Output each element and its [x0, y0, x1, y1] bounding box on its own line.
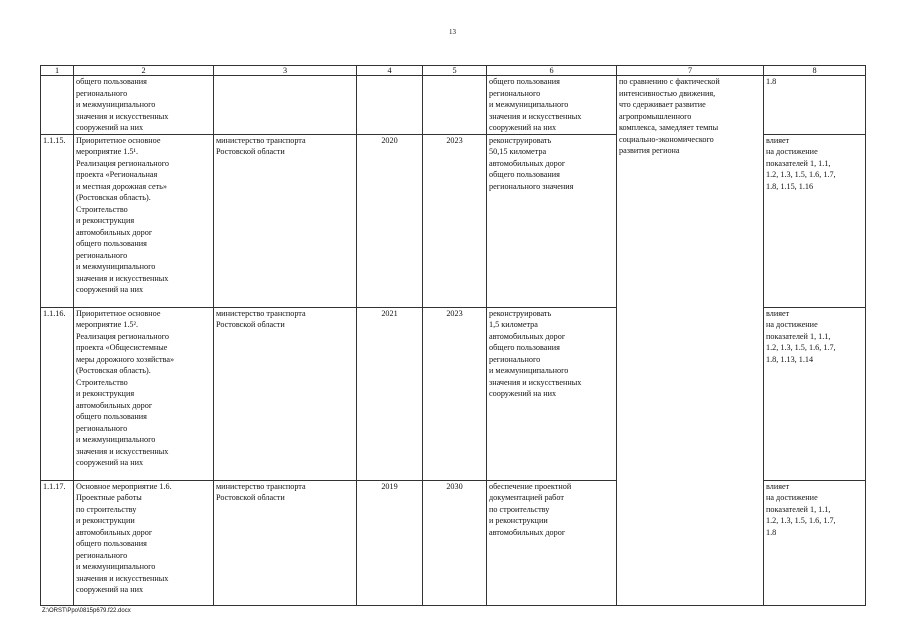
- document-path-footer: Z:\ORST\Ppo\0815p679.f22.docx: [42, 608, 131, 614]
- row-number: 1.1.15.: [41, 134, 74, 307]
- row-description: Основное мероприятие 1.6. Проектные работы по строительству и реконструкции автомобильных дорог общего пользования регионального и межмуниципального значения и искусственных сооружений на них: [74, 480, 214, 605]
- cont-link: 1.8: [764, 76, 866, 135]
- page-number: 13: [449, 28, 456, 36]
- header-col-3: 3: [214, 66, 357, 76]
- row-executor: министерство транспорта Ростовской области: [214, 134, 357, 307]
- row-number: 1.1.16.: [41, 307, 74, 480]
- cont-start: [357, 76, 423, 135]
- header-col-6: 6: [487, 66, 617, 76]
- row-end-year: 2023: [423, 307, 487, 480]
- header-col-8: 8: [764, 66, 866, 76]
- continuation-row: [41, 76, 866, 135]
- row-executor: министерство транспорта Ростовской области: [214, 307, 357, 480]
- cont-num-cell: [41, 76, 74, 135]
- row-indicator-link: влияет на достижение показателей 1, 1.1, 1.2, 1.3, 1.5, 1.6, 1.7, 1.8, 1.13, 1.14: [764, 307, 866, 480]
- header-col-1: 1: [41, 66, 74, 76]
- row-indicator-link: влияет на достижение показателей 1, 1.1, 1.2, 1.3, 1.5, 1.6, 1.7, 1.8, 1.15, 1.16: [764, 134, 866, 307]
- consequences-cell: по сравнению с фактической интенсивностью движения, что сдерживает развитие агропромышленного комплекса, замедляет темпы социально-экономического развития региона: [617, 76, 764, 606]
- cont-end: [423, 76, 487, 135]
- header-row: [41, 66, 866, 76]
- row-expected-result: реконструировать 1,5 километра автомобильных дорог общего пользования регионального и межмуниципального значения и искусственных сооружений на них: [487, 307, 617, 480]
- row-description: Приоритетное основное мероприятие 1.5¹. Реализация регионального проекта «Региональная и местная дорожная сеть» (Ростовская область). Строительство и реконструкция автомобильных дорог общего пользования регионального и межмуниципального значения и искусственных сооружений на них: [74, 134, 214, 307]
- row-expected-result: реконструировать 50,15 километра автомобильных дорог общего пользования регионального значения: [487, 134, 617, 307]
- program-table: [40, 65, 866, 606]
- header-col-5: 5: [423, 66, 487, 76]
- cont-executor: [214, 76, 357, 135]
- cont-description: общего пользования регионального и межмуниципального значения и искусственных сооружений на них: [74, 76, 214, 135]
- row-start-year: 2019: [357, 480, 423, 605]
- row-expected-result: обеспечение проектной документацией работ по строительству и реконструкции автомобильных дорог: [487, 480, 617, 605]
- row-start-year: 2021: [357, 307, 423, 480]
- header-col-2: 2: [74, 66, 214, 76]
- row-end-year: 2023: [423, 134, 487, 307]
- row-start-year: 2020: [357, 134, 423, 307]
- row-description: Приоритетное основное мероприятие 1.5². Реализация регионального проекта «Общесистемные меры дорожного хозяйства» (Ростовская область). Строительство и реконструкция автомобильных дорог общего пользования регионального и межмуниципального значения и искусственных сооружений на них: [74, 307, 214, 480]
- header-col-7: 7: [617, 66, 764, 76]
- row-number: 1.1.17.: [41, 480, 74, 605]
- header-col-4: 4: [357, 66, 423, 76]
- row-executor: министерство транспорта Ростовской области: [214, 480, 357, 605]
- cont-result: общего пользования регионального и межмуниципального значения и искусственных сооружений на них: [487, 76, 617, 135]
- row-end-year: 2030: [423, 480, 487, 605]
- row-indicator-link: влияет на достижение показателей 1, 1.1, 1.2, 1.3, 1.5, 1.6, 1.7, 1.8: [764, 480, 866, 605]
